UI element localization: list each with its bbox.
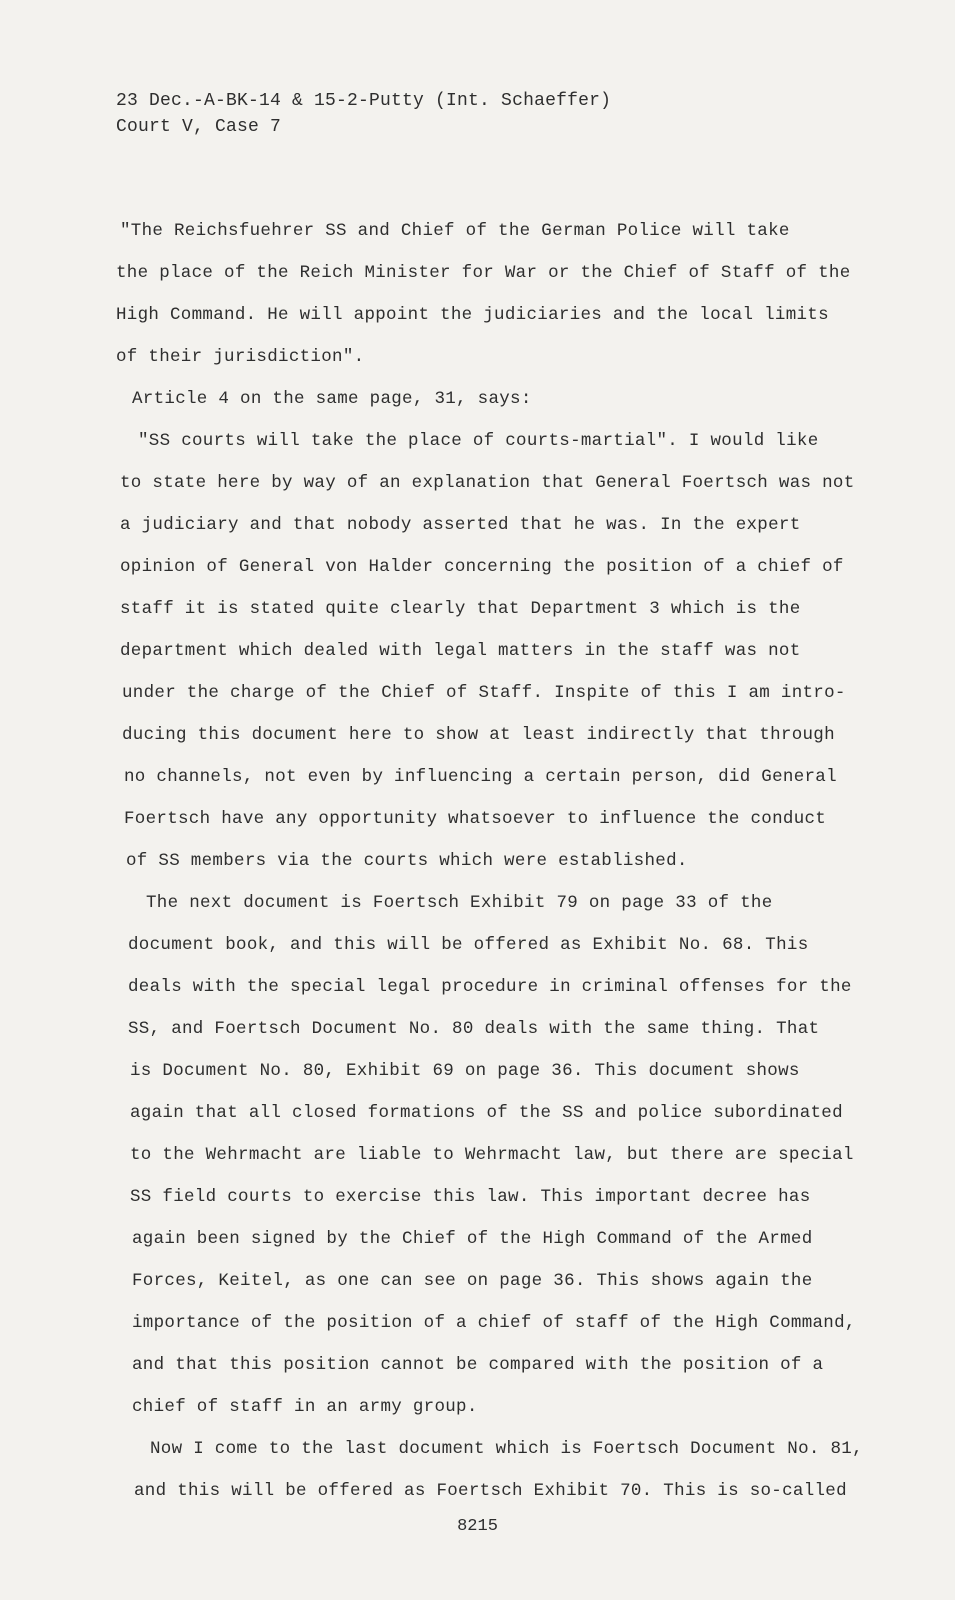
text-line: department which dealed with legal matters in the staff was not xyxy=(120,641,801,661)
text-line: and this will be offered as Foertsch Exhibit 70. This is so-called xyxy=(134,1481,847,1501)
text-line: ducing this document here to show at least indirectly that through xyxy=(122,725,835,745)
text-line: Foertsch have any opportunity whatsoever to influence the conduct xyxy=(124,809,827,829)
text-line: again been signed by the Chief of the High Command of the Armed xyxy=(132,1229,813,1249)
text-line: "The Reichsfuehrer SS and Chief of the German Police will take xyxy=(120,221,790,241)
text-line: to the Wehrmacht are liable to Wehrmacht law, but there are special xyxy=(130,1145,854,1165)
document-header xyxy=(116,88,611,140)
text-line: chief of staff in an army group. xyxy=(132,1397,478,1417)
text-line: Forces, Keitel, as one can see on page 36. This shows again the xyxy=(132,1271,813,1291)
header-session-line: 23 Dec.-A-BK-14 & 15-2-Putty (Int. Schaeffer) xyxy=(116,91,612,111)
text-line: SS, and Foertsch Document No. 80 deals with the same thing. That xyxy=(128,1019,820,1039)
text-line: importance of the position of a chief of staff of the High Command, xyxy=(132,1313,856,1333)
header-court-line: Court V, Case 7 xyxy=(116,117,282,137)
text-line: of their jurisdiction". xyxy=(116,347,365,367)
text-line: staff it is stated quite clearly that Department 3 which is the xyxy=(120,599,801,619)
text-line: opinion of General von Halder concerning the position of a chief of xyxy=(120,557,844,577)
text-line: the place of the Reich Minister for War or the Chief of Staff of the xyxy=(116,263,851,283)
text-line: The next document is Foertsch Exhibit 79 on page 33 of the xyxy=(146,893,773,913)
text-line: Article 4 on the same page, 31, says: xyxy=(132,389,532,409)
text-line: no channels, not even by influencing a certain person, did General xyxy=(124,767,837,787)
text-line: deals with the special legal procedure in criminal offenses for the xyxy=(128,977,852,997)
text-line: "SS courts will take the place of courts-martial". I would like xyxy=(138,431,819,451)
text-line: under the charge of the Chief of Staff. Inspite of this I am intro- xyxy=(122,683,846,703)
text-line: a judiciary and that nobody asserted that he was. In the expert xyxy=(120,515,801,535)
text-line: SS field courts to exercise this law. This important decree has xyxy=(130,1187,811,1207)
text-line: to state here by way of an explanation that General Foertsch was not xyxy=(120,473,855,493)
text-line: High Command. He will appoint the judiciaries and the local limits xyxy=(116,305,829,325)
text-line: is Document No. 80, Exhibit 69 on page 36. This document shows xyxy=(130,1061,800,1081)
text-line: Now I come to the last document which is Foertsch Document No. 81, xyxy=(150,1439,863,1459)
transcript-body xyxy=(116,210,863,1512)
page-number: 8215 xyxy=(457,1517,498,1536)
text-line: document book, and this will be offered as Exhibit No. 68. This xyxy=(128,935,809,955)
text-line: again that all closed formations of the SS and police subordinated xyxy=(130,1103,843,1123)
text-line: and that this position cannot be compared with the position of a xyxy=(132,1355,824,1375)
text-line: of SS members via the courts which were established. xyxy=(126,851,688,871)
